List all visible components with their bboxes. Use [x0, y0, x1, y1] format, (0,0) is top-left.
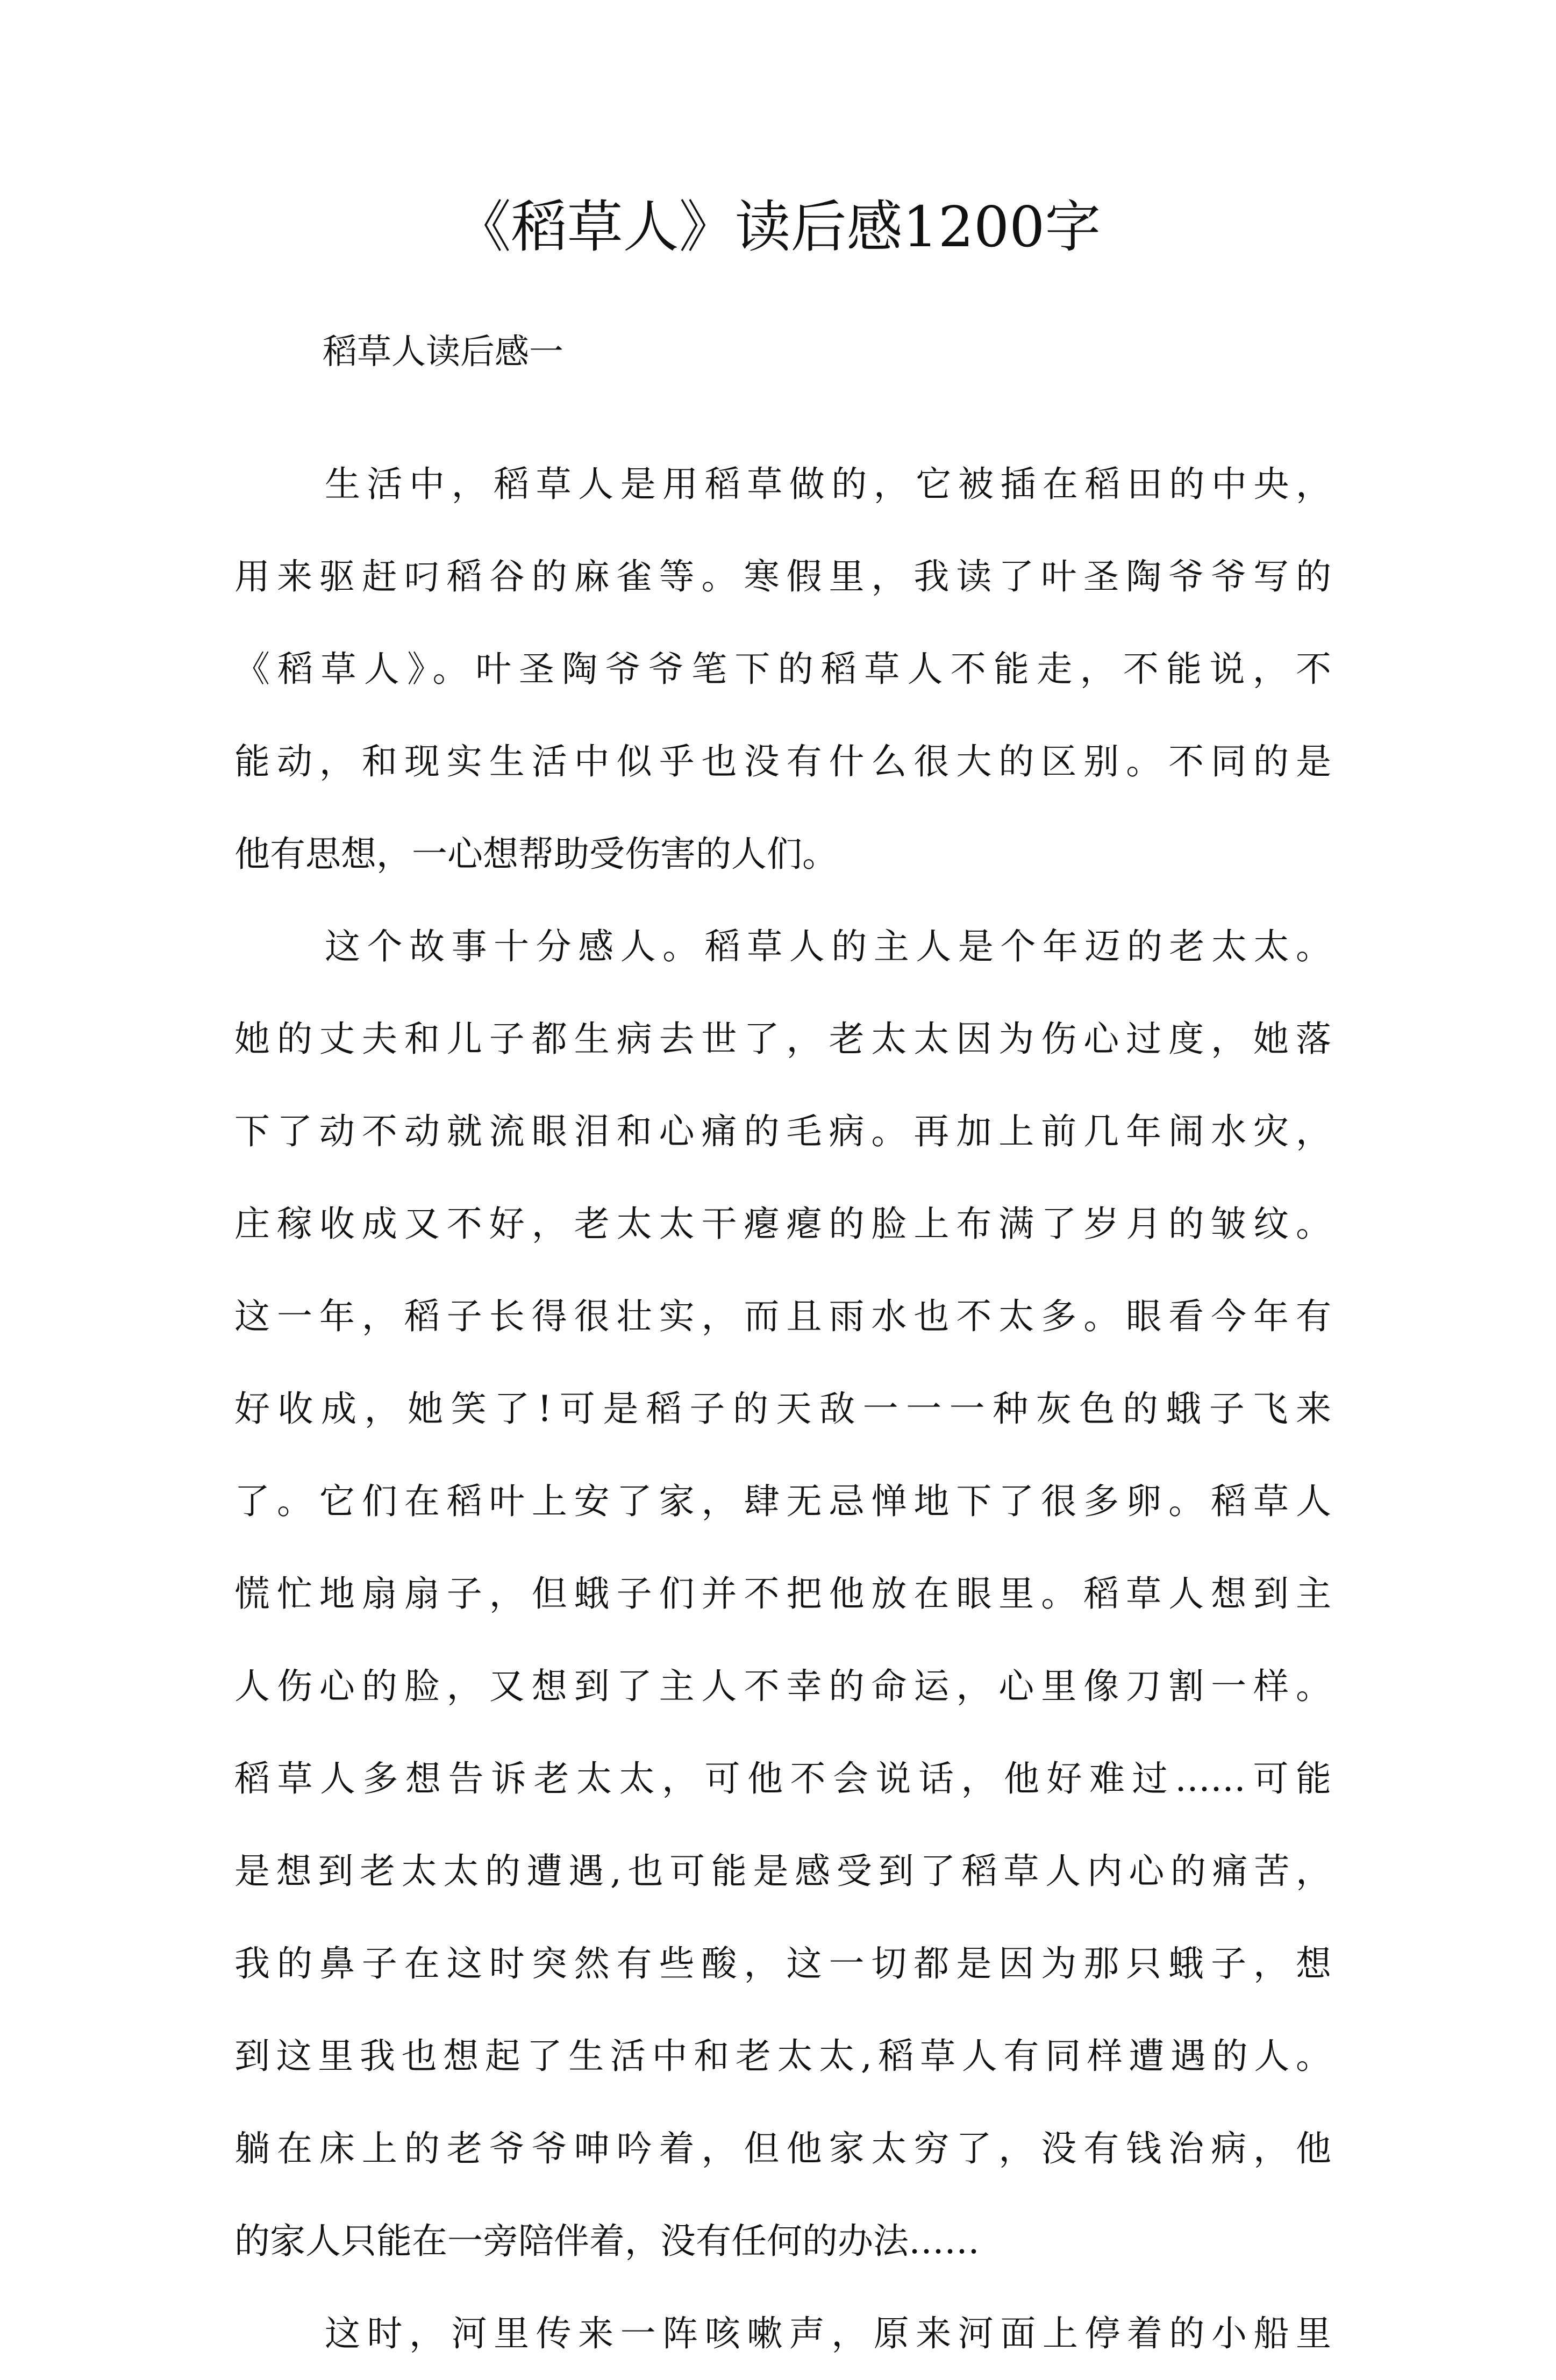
paragraph-line: 稻草人多想告诉老太太，可他不会说话，他好难过……可能: [234, 1758, 1331, 1799]
paragraph-line: 他有思想，一心想帮助受伤害的人们。: [234, 833, 838, 875]
paragraph-line: 这个故事十分感人。稻草人的主人是个年迈的老太太。: [325, 926, 1331, 967]
paragraph-line: 这一年，稻子长得很壮实，而且雨水也不太多。眼看今年有: [234, 1296, 1331, 1337]
paragraph-line: 我的鼻子在这时突然有些酸，这一切都是因为那只蛾子，想: [234, 1943, 1331, 1984]
section-heading: 稻草人读后感一: [323, 332, 563, 372]
paragraph-line: 《稻草人》。叶圣陶爷爷笔下的稻草人不能走，不能说，不: [234, 648, 1331, 690]
paragraph-line: 庄稼收成又不好，老太太干瘪瘪的脸上布满了岁月的皱纹。: [234, 1203, 1331, 1245]
paragraph-line: 好收成，她笑了!可是稻子的天敌一一一种灰色的蛾子飞来: [234, 1388, 1331, 1430]
paragraph-line: 下了动不动就流眼泪和心痛的毛病。再加上前几年闹水灾，: [234, 1111, 1331, 1152]
paragraph-line: 慌忙地扇扇子，但蛾子们并不把他放在眼里。稻草人想到主: [234, 1573, 1331, 1614]
document-title: 《稻草人》读后感1200字: [455, 194, 1101, 260]
paragraph-line: 到这里我也想起了生活中和老太太,稻草人有同样遭遇的人。: [234, 2035, 1331, 2077]
paragraph-line: 这时，河里传来一阵咳嗽声，原来河面上停着的小船里: [325, 2313, 1331, 2354]
paragraph-line: 的家人只能在一旁陪伴着，没有任何的办法……: [234, 2220, 980, 2262]
paragraph-line: 用来驱赶叼稻谷的麻雀等。寒假里，我读了叶圣陶爷爷写的: [234, 556, 1331, 597]
paragraph-line: 能动，和现实生活中似乎也没有什么很大的区别。不同的是: [234, 741, 1331, 782]
paragraph-line: 躺在床上的老爷爷呻吟着，但他家太穷了，没有钱治病，他: [234, 2128, 1331, 2169]
paragraph-line: 了。它们在稻叶上安了家，肆无忌惮地下了很多卵。稻草人: [234, 1481, 1331, 1522]
paragraph-line: 是想到老太太的遭遇,也可能是感受到了稻草人内心的痛苦，: [234, 1850, 1331, 1892]
paragraph-line: 人伤心的脸，又想到了主人不幸的命运，心里像刀割一样。: [234, 1666, 1331, 1707]
body-text: [234, 438, 1331, 2380]
paragraph-line: 生活中，稻草人是用稻草做的，它被插在稻田的中央，: [325, 463, 1331, 505]
paragraph-line: 她的丈夫和儿子都生病去世了，老太太因为伤心过度，她落: [234, 1018, 1331, 1060]
